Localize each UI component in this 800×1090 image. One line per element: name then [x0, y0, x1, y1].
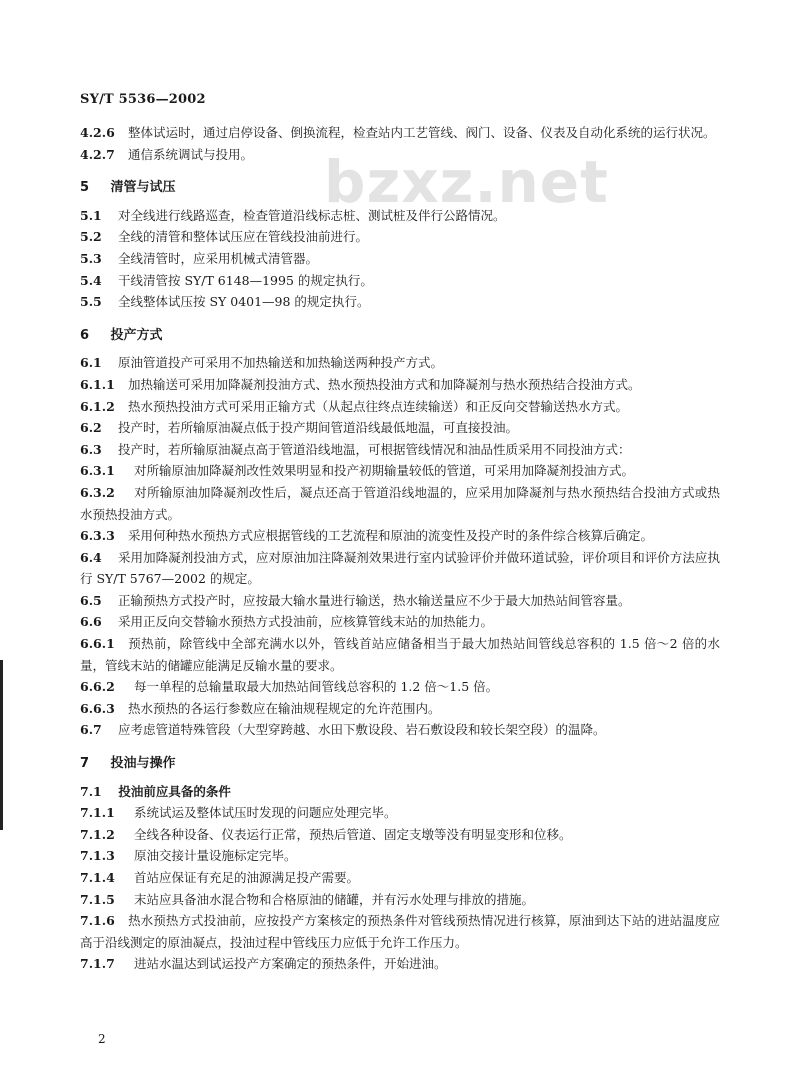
clause-5-3 [80, 248, 720, 270]
clause-number: 7.1.4 [80, 870, 115, 885]
clause-text: 整体试运时，通过启停设备、倒换流程，检查站内工艺管线、阀门、设备、仪表及自动化系统的运行状况。 [127, 125, 716, 140]
clause-number: 7.1.1 [80, 805, 115, 821]
clause-text: 原油管道投产可采用不加热输送和加热输送两种投产方式。 [117, 355, 443, 371]
clause-6-6 [80, 611, 720, 633]
clause-text: 全线整体试压按 SY 0401—98 的规定执行。 [117, 294, 370, 310]
clause-4-2-7 [80, 144, 720, 166]
clause-text: 热水预热投油方式可采用正输方式（从起点往终点连续输送）和正反向交替输送热水方式。 [127, 398, 628, 414]
clause-text: 采用何种热水预热方式应根据管线的工艺流程和原油的流变性及投产时的条件综合核算后确定。 [127, 528, 653, 544]
section-number: 5 [80, 180, 90, 196]
clause-number: 5.4 [80, 272, 102, 288]
clause-5-5 [80, 291, 720, 313]
clause-7-1-1 [80, 802, 720, 824]
clause-number: 6.5 [80, 592, 102, 608]
clause-text: 正输预热方式投产时，应按最大输水量进行输送，热水输送量应不少于最大加热站间管容量。 [117, 592, 631, 608]
clause-number: 4.2.6 [80, 125, 115, 140]
clause-text: 投产时，若所输原油凝点高于管道沿线地温，可根据管线情况和油品性质采用不同投油方式： [117, 441, 631, 457]
clause-text: 通信系统调试与投用。 [127, 146, 253, 162]
clause-6-7 [80, 719, 720, 741]
clause-text: 采用加降凝剂投油方式，应对原油加注降凝剂效果进行室内试验评价并做环道试验，评价项目和评价方法应执行 SY/T 5767—2002 的规定。 [80, 549, 720, 587]
clause-6-1-2 [80, 396, 720, 418]
clause-text: 干线清管按 SY/T 6148—1995 的规定执行。 [117, 272, 373, 288]
clause-number: 6.3.2 [80, 484, 115, 500]
clause-number: 6.6.2 [80, 679, 115, 695]
clause-6-3-3 [80, 525, 720, 547]
clause-7-1-6 [80, 910, 720, 953]
page-number: 2 [98, 1032, 106, 1046]
clause-6-3-2 [80, 482, 720, 525]
clause-text: 原油交接计量设施标定完毕。 [133, 848, 297, 864]
clause-text: 热水预热方式投油前，应按投产方案核定的预热条件对管线预热情况进行核算，原油到达下站的进站温度应高于沿线测定的原油凝点，投油过程中管线压力应低于允许工作压力。 [80, 913, 720, 950]
clause-text: 每一单程的总输量取最大加热站间管线总容积的 1.2 倍～1.5 倍。 [133, 679, 499, 695]
clause-5-1 [80, 205, 720, 227]
clause-text: 投产时，若所输原油凝点低于投产期间管道沿线最低地温，可直接投油。 [117, 420, 518, 436]
document-body [80, 122, 720, 975]
clause-7-1-2 [80, 824, 720, 846]
clause-6-6-3 [80, 698, 720, 720]
clause-number: 5.5 [80, 294, 102, 310]
clause-6-2 [80, 417, 720, 439]
clause-6-6-1 [80, 633, 720, 676]
clause-6-3 [80, 439, 720, 461]
clause-text: 加热输送可采用加降凝剂投油方式、热水预热投油方式和加降凝剂与热水预热结合投油方式。 [127, 376, 641, 392]
clause-text: 对全线进行线路巡查，检查管道沿线标志桩、测试桩及伴行公路情况。 [117, 207, 506, 223]
clause-number: 6.6 [80, 614, 102, 630]
subsection-title: 投油前应具备的条件 [118, 783, 231, 799]
clause-number: 6.2 [80, 420, 102, 436]
section-6-heading [80, 325, 720, 347]
clause-5-4 [80, 270, 720, 292]
clause-text: 全线清管时，应采用机械式清管器。 [117, 250, 318, 266]
clause-number: 7.1.6 [80, 913, 115, 929]
clause-text: 对所输原油加降凝剂改性后，凝点还高于管道沿线地温的，应采用加降凝剂与热水预热结合投油方式或热水预热投油方式。 [80, 484, 720, 522]
clause-number: 6.1.2 [80, 398, 115, 414]
clause-number: 5.1 [80, 207, 102, 223]
clause-number: 6.1.1 [80, 376, 115, 392]
section-title: 清管与试压 [110, 180, 176, 196]
section-number: 6 [80, 327, 90, 343]
clause-number: 6.3.3 [80, 528, 115, 544]
section-number: 7 [80, 756, 90, 772]
section-title: 投产方式 [110, 327, 163, 343]
clause-text: 对所输原油加降凝剂改性效果明显和投产初期输量较低的管道，可采用加降凝剂投油方式。 [133, 463, 634, 479]
scan-edge-mark [0, 660, 3, 830]
clause-6-3-1 [80, 460, 720, 482]
clause-text: 末站应具备油水混合物和合格原油的储罐，并有污水处理与排放的措施。 [133, 891, 534, 907]
clause-number: 7.1.3 [80, 848, 115, 864]
clause-number: 7.1.7 [80, 956, 115, 972]
section-title: 投油与操作 [110, 756, 176, 772]
clause-text: 应考虑管道特殊管段（大型穿跨越、水田下敷设段、岩石敷设段和较长架空段）的温降。 [117, 722, 606, 738]
clause-text: 全线的清管和整体试压应在管线投油前进行。 [117, 229, 368, 245]
watermark: bzxz.net [324, 148, 609, 216]
clause-6-1 [80, 352, 720, 374]
clause-6-4 [80, 547, 720, 590]
clause-number: 7.1.2 [80, 826, 115, 842]
clause-number: 6.7 [80, 722, 102, 738]
clause-text: 系统试运及整体试压时发现的问题应处理完毕。 [133, 805, 397, 821]
clause-text: 首站应保证有充足的油源满足投产需要。 [133, 870, 359, 885]
subsection-number: 7.1 [80, 783, 102, 799]
clause-text: 预热前，除管线中全部充满水以外，管线首站应储备相当于最大加热站间管线总容积的 1.5 倍～2 倍的水量，管线末站的储罐应能满足反输水量的要求。 [80, 636, 720, 673]
clause-6-5 [80, 590, 720, 612]
clause-number: 6.4 [80, 549, 102, 565]
clause-number: 7.1.5 [80, 891, 115, 907]
clause-text: 全线各种设备、仪表运行正常，预热后管道、固定支墩等没有明显变形和位移。 [133, 826, 572, 842]
clause-6-1-1 [80, 374, 720, 396]
clause-5-2 [80, 226, 720, 248]
clause-text: 热水预热的各运行参数应在输油规程规定的允许范围内。 [127, 700, 441, 716]
clause-7-1-4 [80, 867, 720, 889]
clause-text: 采用正反向交替输水预热方式投油前，应核算管线末站的加热能力。 [117, 614, 493, 630]
clause-4-2-6 [80, 122, 720, 144]
clause-number: 4.2.7 [80, 146, 115, 162]
standard-code-header: SY/T 5536—2002 [80, 92, 206, 107]
clause-number: 6.3.1 [80, 463, 115, 479]
clause-number: 5.2 [80, 229, 102, 245]
subsection-7-1-heading [80, 781, 720, 803]
clause-7-1-3 [80, 845, 720, 867]
section-7-heading [80, 753, 720, 775]
clause-number: 5.3 [80, 250, 102, 266]
clause-number: 6.6.3 [80, 700, 115, 716]
clause-text: 进站水温达到试运投产方案确定的预热条件，开始进油。 [133, 956, 447, 972]
section-5-heading [80, 177, 720, 199]
clause-7-1-5 [80, 889, 720, 911]
clause-number: 6.3 [80, 441, 102, 457]
clause-6-6-2 [80, 676, 720, 698]
clause-7-1-7 [80, 953, 720, 975]
clause-number: 6.6.1 [80, 636, 115, 652]
clause-number: 6.1 [80, 355, 102, 371]
